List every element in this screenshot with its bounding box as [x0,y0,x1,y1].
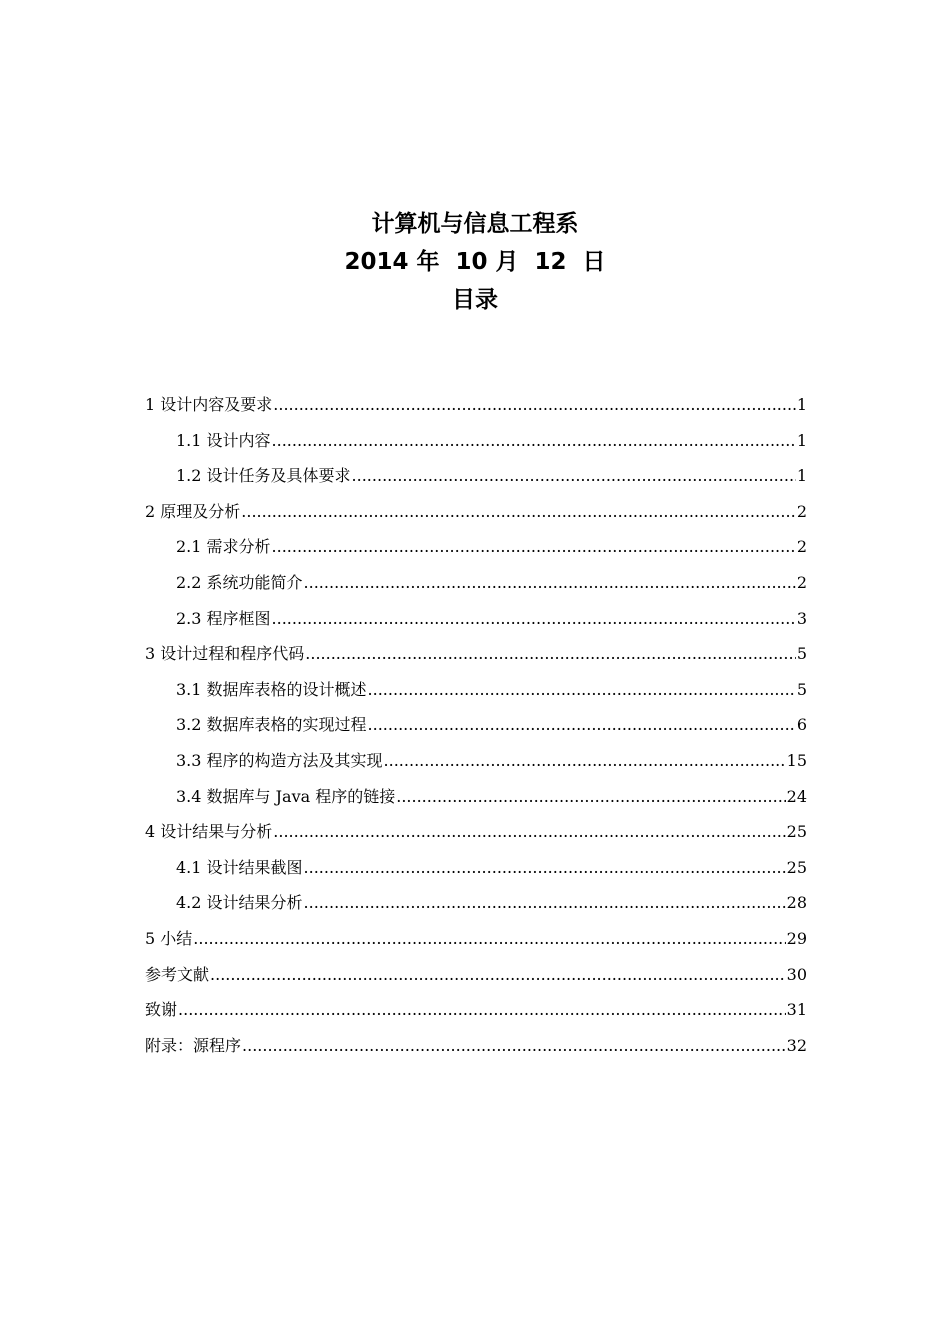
toc-entry-label: 1.1 设计内容 [176,430,271,450]
document-date: 2014 年 10 月 12 日 [344,249,606,275]
toc-dot-leader [178,992,786,1028]
toc-entry-page-number: 32 [786,1035,807,1055]
toc-dot-leader [273,814,785,850]
toc-dot-leader [352,458,796,494]
toc-dot-leader [384,743,786,779]
toc-dot-leader [305,636,796,672]
toc-entry[interactable] [145,672,807,708]
toc-dot-leader [304,885,786,921]
toc-entry-page-number: 2 [796,537,807,557]
toc-entry[interactable] [145,743,807,779]
toc-entry-label: 2.1 需求分析 [176,537,271,557]
toc-entry[interactable] [145,850,807,886]
toc-dot-leader [368,672,796,708]
toc-entry-page-number: 1 [796,395,807,414]
toc-entry[interactable] [145,779,807,815]
toc-dot-leader [304,850,786,886]
toc-entry-page-number: 1 [796,430,807,450]
toc-entry-label: 3.1 数据库表格的设计概述 [176,679,367,699]
toc-entry[interactable] [145,601,807,637]
toc-entry-label: 2.2 系统功能简介 [176,572,303,592]
toc-entry[interactable] [145,387,807,423]
toc-entry-label: 4.2 设计结果分析 [176,893,303,913]
toc-dot-leader [242,1028,786,1064]
toc-entry[interactable] [145,1028,807,1064]
toc-dot-leader [241,494,796,530]
toc-dot-leader [193,921,785,957]
toc-entry-label: 附录：源程序 [145,1035,242,1055]
toc-entry-page-number: 15 [786,750,807,770]
department-name: 计算机与信息工程系 [371,211,579,237]
toc-entry-label: 参考文献 [145,964,210,984]
table-of-contents [145,387,807,1063]
toc-entry[interactable] [145,992,807,1028]
toc-entry[interactable] [145,565,807,601]
toc-entry-page-number: 28 [786,893,807,913]
toc-entry[interactable] [145,423,807,459]
toc-entry-label: 2.3 程序框图 [176,608,271,628]
toc-entry-label: 3 设计过程和程序代码 [145,644,305,664]
toc-entry-page-number: 29 [786,928,807,948]
toc-entry-label: 1 设计内容及要求 [145,395,273,414]
toc-entry[interactable] [145,636,807,672]
toc-dot-leader [304,565,796,601]
toc-entry-page-number: 31 [786,1000,807,1020]
toc-entry[interactable] [145,921,807,957]
toc-entry[interactable] [145,885,807,921]
toc-dot-leader [272,423,796,459]
toc-entry-label: 4 设计结果与分析 [145,822,273,842]
toc-entry-page-number: 2 [796,501,807,521]
toc-entry-label: 2 原理及分析 [145,501,241,521]
toc-entry[interactable] [145,458,807,494]
toc-entry-page-number: 6 [796,715,807,735]
toc-entry-label: 5 小结 [145,928,193,948]
cover-header [0,205,950,319]
toc-entry-page-number: 5 [796,679,807,699]
toc-title: 目录 [452,287,498,313]
toc-entry[interactable] [145,814,807,850]
toc-entry[interactable] [145,529,807,565]
toc-entry-page-number: 25 [786,857,807,877]
toc-entry-page-number: 25 [786,822,807,842]
toc-entry-label: 1.2 设计任务及具体要求 [176,466,351,486]
toc-entry[interactable] [145,957,807,993]
toc-entry-page-number: 3 [796,608,807,628]
toc-entry-label: 4.1 设计结果截图 [176,857,303,877]
toc-entry-label: 3.3 程序的构造方法及其实现 [176,750,383,770]
toc-entry-page-number: 24 [786,786,807,806]
toc-dot-leader [272,529,796,565]
toc-entry-page-number: 30 [786,964,807,984]
toc-dot-leader [210,957,786,993]
toc-dot-leader [396,779,785,815]
toc-dot-leader [272,601,796,637]
toc-entry-page-number: 1 [796,466,807,486]
toc-entry[interactable] [145,494,807,530]
toc-entry[interactable] [145,707,807,743]
toc-entry-label: 3.4 数据库与 Java 程序的链接 [176,786,396,806]
toc-entry-page-number: 2 [796,572,807,592]
toc-entry-page-number: 5 [796,644,807,664]
toc-dot-leader [273,387,796,423]
toc-entry-label: 致谢 [145,1000,178,1020]
toc-dot-leader [368,707,796,743]
toc-entry-label: 3.2 数据库表格的实现过程 [176,715,367,735]
